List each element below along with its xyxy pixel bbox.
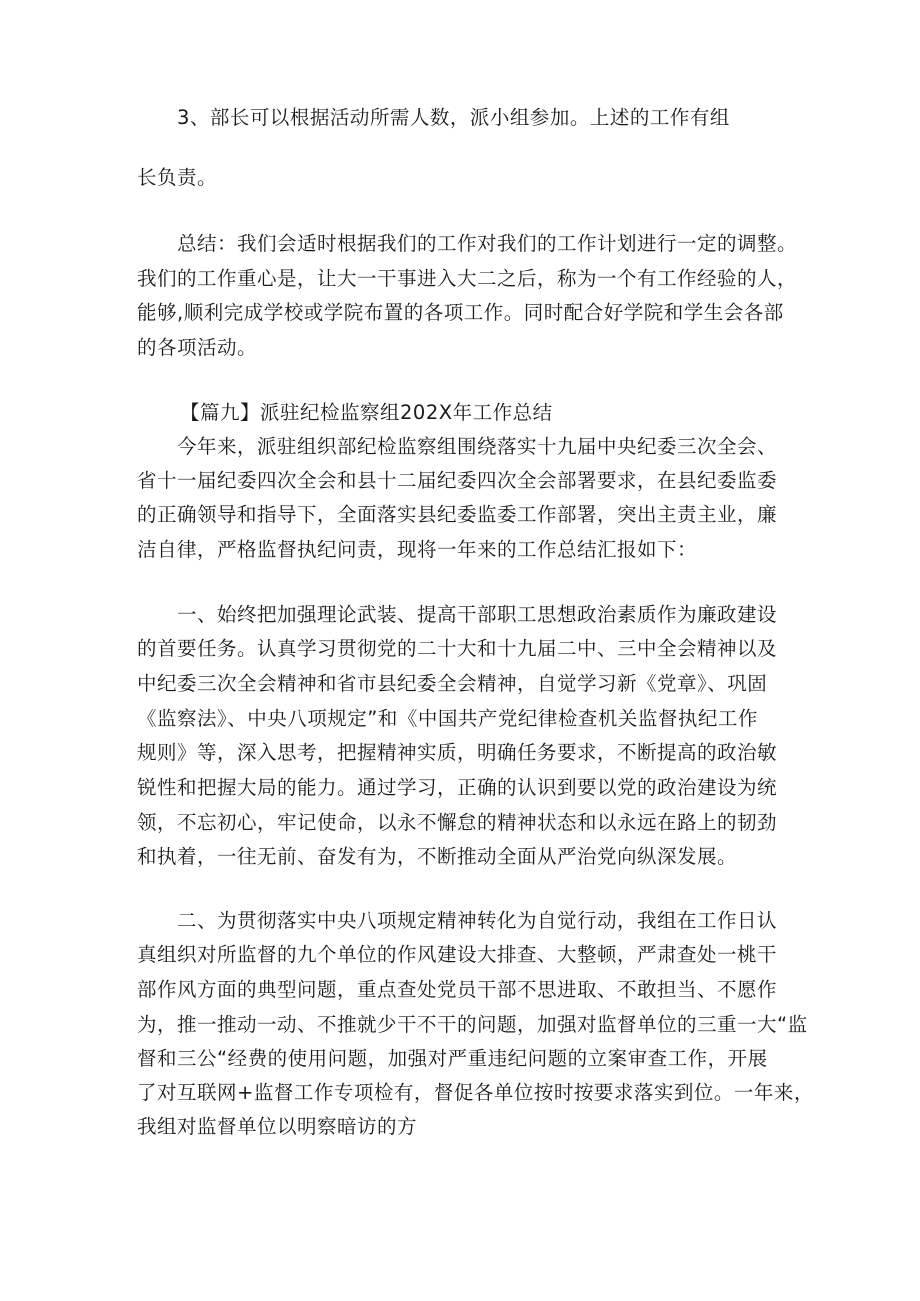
intro-line-1: 今年来，派驻组织部纪检监察组围绕落实十九届中央纪委三次全会、 [177,435,778,458]
point2-line-1: 二、为贯彻落实中央八项规定精神转化为自觉行动，我组在工作日认 [177,909,778,932]
point1-line-6: 锐性和把握大局的能力。通过学习，正确的认识到要以党的政治建设为统 [137,776,778,799]
article-title: 【篇九】派驻纪检监察组202X年工作总结 [180,401,553,424]
intro-line-3: 的正确领导和指导下，全面落实县纪委监委工作部署，突出主责主业，廉 [137,503,778,526]
point1-line-7: 领，不忘初心，牢记使命，以永不懈怠的精神状态和以永远在路上的韧劲 [137,811,778,834]
summary-line-3: 能够,顺利完成学校或学院布置的各项工作。同时配合好学院和学生会各部 [137,301,784,324]
summary-line-4: 的各项活动。 [137,336,258,359]
point1-line-1: 一、始终把加强理论武装、提高干部职工思想政治素质作为廉政建设 [177,603,778,626]
point2-line-3: 部作风方面的典型问题，重点查处党员干部不思进取、不敢担当、不愿作 [137,978,778,1001]
point1-line-2: 的首要任务。认真学习贯彻党的二十大和十九届二中、三中全会精神以及 [137,637,778,660]
point1-line-8: 和执着，一往无前、奋发有为，不断推动全面从严治党向纵深发展。 [137,845,738,868]
point1-line-4: 《监察法》、中央八项规定”和《中国共产党纪律检查机关监督执纪工作 [137,707,758,730]
point2-line-6: 了对互联网+监督工作专项检有，督促各单位按时按要求落实到位。一年来， [137,1081,814,1104]
summary-line-2: 我们的工作重心是，让大一干事进入大二之后，称为一个有工作经验的人， [137,267,798,290]
intro-line-4: 洁自律，严格监督执纪问责，现将一年来的工作总结汇报如下： [137,538,698,561]
summary-line-1: 总结：我们会适时根据我们的工作对我们的工作计划进行一定的调整。 [177,232,798,255]
point1-line-5: 规则》等，深入思考，把握精神实质，明确任务要求，不断提高的政治敏 [137,741,778,764]
intro-line-2: 省十一届纪委四次全会和县十二届纪委四次全会部署要求，在县纪委监委 [137,469,778,492]
point1-line-3: 中纪委三次全会精神和省市县纪委全会精神，自觉学习新《党章》、巩固 [137,672,768,695]
point2-line-4: 为，推一推动一动、不推就少干不干的问题，加强对监督单位的三重一大“监 [137,1013,808,1036]
item3-line-1: 3、部长可以根据活动所需人数，派小组参加。上述的工作有组 [177,106,730,129]
point2-line-2: 真组织对所监督的九个单位的作风建设大排查、大整顿，严肃查处一桃干 [137,943,778,966]
point2-line-5: 督和三公“经费的使用问题，加强对严重违纪问题的立案审查工作，开展 [137,1047,768,1070]
item3-line-2: 长负责。 [137,166,218,189]
point2-line-7: 我组对监督单位以明察暗访的方 [137,1115,418,1138]
